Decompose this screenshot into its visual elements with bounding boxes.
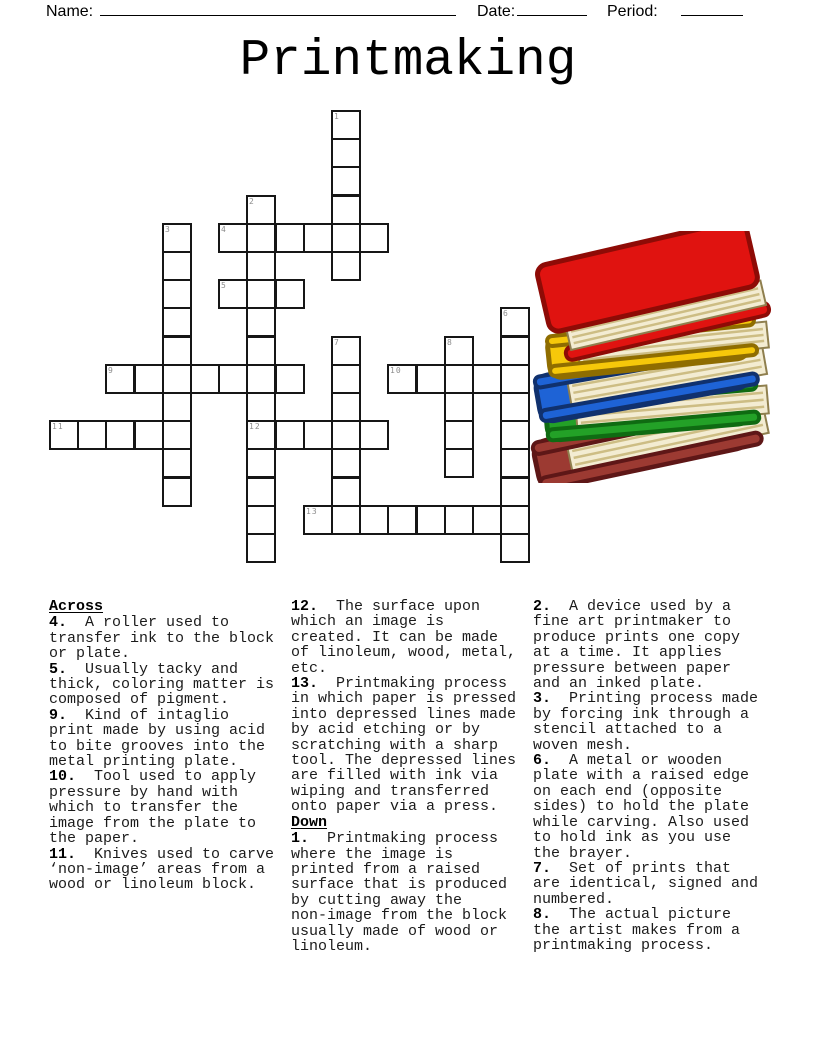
clue-2-down [533, 599, 763, 691]
crossword-cell[interactable] [472, 364, 502, 394]
date-blank-line[interactable] [517, 15, 587, 16]
crossword-cell[interactable] [246, 223, 276, 253]
clue-7-down [533, 861, 763, 907]
crossword-cell-number: 4 [221, 225, 227, 234]
crossword-cell[interactable] [275, 420, 305, 450]
clue-number: 2. [533, 598, 552, 615]
clue-number: 13. [291, 675, 319, 693]
crossword-cell[interactable] [190, 364, 220, 394]
crossword-cell[interactable] [162, 364, 192, 394]
crossword-cell[interactable] [49, 420, 79, 450]
crossword-cell[interactable] [359, 505, 389, 535]
crossword-cell[interactable] [246, 336, 276, 366]
down-heading: Down [291, 813, 328, 831]
clue-12-across [291, 599, 521, 676]
clue-text: A metal or wooden plate with a raised edge on each end (opposite sides) to hold the plate while carving. Also used to hold ink as you use the brayer. [533, 752, 750, 862]
crossword-cell[interactable] [246, 195, 276, 225]
crossword-cell[interactable] [246, 477, 276, 507]
crossword-cell[interactable] [331, 110, 361, 140]
clue-6-down [533, 753, 763, 861]
clue-13-across [291, 676, 521, 815]
crossword-cell[interactable] [218, 364, 248, 394]
crossword-cell[interactable] [416, 364, 446, 394]
crossword-cell[interactable] [472, 505, 502, 535]
clue-number: 5. [49, 660, 68, 678]
clue-text: Printmaking process in which paper is pressed into depressed lines made by acid etching or by scratching with a sharp tool. The depressed lines are filled with ink via wiping and transferred onto paper via a press. [291, 675, 517, 816]
crossword-cell[interactable] [444, 420, 474, 450]
page-title: Printmaking [239, 33, 577, 90]
crossword-cell[interactable] [331, 195, 361, 225]
crossword-cell[interactable] [500, 336, 530, 366]
crossword-cell[interactable] [331, 392, 361, 422]
crossword-cell[interactable] [331, 223, 361, 253]
crossword-cell-number: 8 [447, 338, 453, 347]
crossword-cell-number: 11 [52, 422, 64, 431]
clue-text: Tool used to apply pressure by hand with which to transfer the image from the plate to the paper. [49, 768, 257, 848]
crossword-cell[interactable] [162, 392, 192, 422]
clue-3-down [533, 691, 763, 753]
crossword-cell[interactable] [246, 505, 276, 535]
clue-5-across [49, 662, 279, 708]
crossword-cell[interactable] [303, 223, 333, 253]
clue-number: 8. [533, 906, 552, 924]
crossword-cell[interactable] [500, 533, 530, 563]
crossword-cell[interactable] [500, 392, 530, 422]
clue-8-down [533, 907, 763, 953]
clue-number: 6. [533, 752, 552, 770]
crossword-cell[interactable] [331, 336, 361, 366]
crossword-cell[interactable] [246, 392, 276, 422]
crossword-cell[interactable] [77, 420, 107, 450]
clue-number: 7. [533, 859, 552, 877]
clue-11-across [49, 847, 279, 893]
period-blank-line[interactable] [681, 15, 743, 16]
crossword-cell[interactable] [162, 420, 192, 450]
period-label: Period: [607, 3, 658, 20]
crossword-cell[interactable] [500, 505, 530, 535]
crossword-cell[interactable] [134, 364, 164, 394]
crossword-cell[interactable] [218, 279, 248, 309]
clue-text: Knives used to carve ‘non-image’ areas from a wood or linoleum block. [49, 845, 275, 894]
clue-text: A device used by a fine art printmaker to produce prints one copy at a time. It applies pressure between paper and an inked plate. [533, 598, 741, 693]
crossword-cell[interactable] [162, 336, 192, 366]
clue-number: 1. [291, 830, 310, 848]
crossword-cell-number: 3 [165, 225, 171, 234]
crossword-cell[interactable] [162, 279, 192, 309]
clue-text: The actual picture the artist makes from a printmaking process. [533, 906, 741, 954]
crossword-cell[interactable] [303, 505, 333, 535]
clue-text: A roller used to transfer ink to the block or plate. [49, 614, 275, 663]
clue-text: The surface upon which an image is created. It can be made of linoleum, wood, metal, etc. [291, 598, 517, 677]
crossword-cell[interactable] [500, 477, 530, 507]
crossword-cell[interactable] [444, 505, 474, 535]
crossword-cell[interactable] [416, 505, 446, 535]
crossword-cell[interactable] [500, 448, 530, 478]
crossword-cell[interactable] [134, 420, 164, 450]
clue-9-across [49, 708, 279, 770]
crossword-cell[interactable] [246, 307, 276, 337]
crossword-cell[interactable] [105, 364, 135, 394]
crossword-cell[interactable] [162, 448, 192, 478]
clue-text: Kind of intaglio print made by using acid to bite grooves into the metal printing plate. [49, 706, 266, 771]
crossword-cell[interactable] [387, 364, 417, 394]
crossword-cell[interactable] [246, 279, 276, 309]
clue-10-across [49, 769, 279, 846]
clue-number: 9. [49, 706, 68, 724]
crossword-cell[interactable] [162, 307, 192, 337]
crossword-cell[interactable] [246, 533, 276, 563]
crossword-cell[interactable] [246, 420, 276, 450]
crossword-cell-number: 9 [108, 366, 114, 375]
clues-column-2 [291, 599, 521, 954]
crossword-cell[interactable] [105, 420, 135, 450]
crossword-cell[interactable] [218, 223, 248, 253]
across-heading: Across [49, 598, 104, 615]
crossword-cell-number: 6 [503, 309, 509, 318]
crossword-cell[interactable] [275, 223, 305, 253]
crossword-cell[interactable] [331, 364, 361, 394]
crossword-cell[interactable] [162, 223, 192, 253]
crossword-cell[interactable] [246, 364, 276, 394]
clue-number: 11. [49, 845, 77, 863]
books-illustration [528, 231, 816, 483]
crossword-cell[interactable] [444, 336, 474, 366]
clue-text: Set of prints that are identical, signed and numbered. [533, 859, 759, 908]
clue-number: 12. [291, 598, 319, 615]
clue-1-down [291, 831, 521, 954]
clue-text: Usually tacky and thick, coloring matter is composed of pigment. [49, 660, 275, 709]
crossword-cell[interactable] [303, 420, 333, 450]
clue-number: 4. [49, 614, 68, 632]
crossword-cell[interactable] [331, 505, 361, 535]
crossword-cell[interactable] [387, 505, 417, 535]
crossword-cell[interactable] [444, 392, 474, 422]
clue-text: Printmaking process where the image is printed from a raised surface that is produced by cutting away the non‑image from the block usually made of wood or linoleum. [291, 830, 508, 955]
crossword-cell[interactable] [331, 251, 361, 281]
clue-number: 3. [533, 690, 552, 708]
crossword-cell[interactable] [500, 364, 530, 394]
clue-number: 10. [49, 768, 77, 786]
crossword-cell[interactable] [359, 223, 389, 253]
crossword-cell[interactable] [359, 420, 389, 450]
crossword-cell[interactable] [246, 448, 276, 478]
crossword-cell[interactable] [246, 251, 276, 281]
crossword-cell[interactable] [331, 448, 361, 478]
crossword-cell[interactable] [275, 364, 305, 394]
crossword-cell-number: 2 [249, 197, 255, 206]
crossword-cell[interactable] [500, 307, 530, 337]
name-blank-line[interactable] [100, 15, 456, 16]
crossword-cell-number: 10 [390, 366, 402, 375]
crossword-cell-number: 5 [221, 281, 227, 290]
crossword-cell[interactable] [444, 448, 474, 478]
crossword-cell[interactable] [444, 364, 474, 394]
crossword-cell[interactable] [275, 279, 305, 309]
crossword-cell[interactable] [162, 251, 192, 281]
clues-column-1 [49, 599, 279, 893]
crossword-cell-number: 1 [334, 112, 340, 121]
crossword-cell[interactable] [331, 138, 361, 168]
crossword-cell[interactable] [331, 166, 361, 196]
clues-column-3 [533, 599, 763, 953]
crossword-cell[interactable] [162, 477, 192, 507]
date-label: Date: [477, 3, 516, 20]
crossword-cell[interactable] [331, 420, 361, 450]
clue-4-across [49, 615, 279, 661]
crossword-cell-number: 13 [306, 507, 318, 516]
name-label: Name: [46, 3, 94, 20]
clue-text: Printing process made by forcing ink through a stencil attached to a woven mesh. [533, 690, 759, 754]
crossword-cell[interactable] [331, 477, 361, 507]
crossword-cell-number: 12 [249, 422, 261, 431]
crossword-cell-number: 7 [334, 338, 340, 347]
crossword-cell[interactable] [500, 420, 530, 450]
